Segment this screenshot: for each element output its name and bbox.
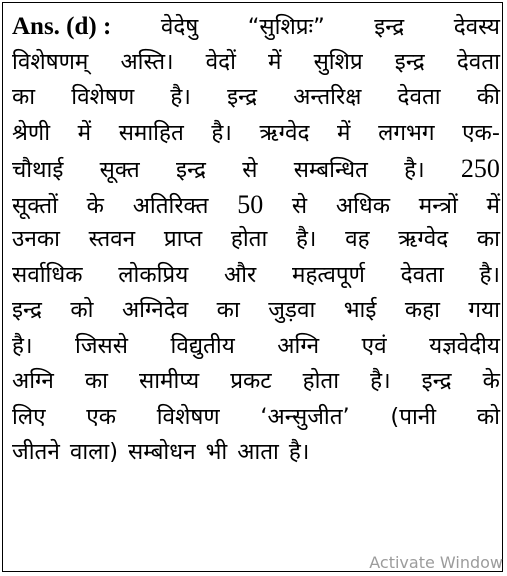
word: को <box>476 403 500 430</box>
word: वेदेषु <box>160 14 199 40</box>
text-line <box>12 329 500 365</box>
word: सूक्तों <box>12 192 58 219</box>
activation-watermark: Activate Window <box>369 553 503 572</box>
word: विशेषण <box>156 403 220 430</box>
text-line <box>12 151 500 187</box>
word: है। <box>370 368 391 394</box>
word: जीतने <box>12 439 60 465</box>
word: लगभग <box>378 119 435 146</box>
text-line <box>12 80 500 116</box>
word: देवता <box>397 84 441 110</box>
text-line <box>12 9 500 45</box>
word: “सुशिप्रः” <box>247 14 325 40</box>
word: का <box>12 84 36 110</box>
word: वेदों <box>205 48 236 75</box>
text-line <box>12 45 500 81</box>
word: इन्द्र <box>227 84 258 110</box>
word: इन्द्र <box>12 297 42 323</box>
word: भी <box>205 439 228 465</box>
word: उनका <box>12 226 60 252</box>
text-line <box>12 187 500 223</box>
word: स्तवन <box>88 226 136 252</box>
word: अग्निदेव <box>121 297 189 323</box>
word: सूक्त <box>99 157 140 183</box>
text-line <box>12 293 500 329</box>
word: है। <box>404 157 425 183</box>
word: में <box>337 119 351 146</box>
word: अग्नि <box>12 368 54 394</box>
word: और <box>224 261 257 288</box>
word: सर्वाधिक <box>12 261 83 288</box>
word: से <box>242 157 258 183</box>
word: को <box>70 297 94 323</box>
word: है। <box>12 332 33 359</box>
word: सुशिप्र <box>313 48 363 75</box>
word: के <box>482 368 500 394</box>
word: का <box>216 297 240 323</box>
word: एक <box>86 403 116 430</box>
word: में <box>77 119 92 146</box>
word: है। <box>479 261 500 288</box>
text-line <box>12 258 500 294</box>
number-50: 50 <box>237 189 264 219</box>
word: होता <box>230 226 268 252</box>
word: अग्नि <box>277 332 320 359</box>
word: जिससे <box>75 332 128 359</box>
word: का <box>84 368 108 394</box>
word: अधिक <box>335 192 391 219</box>
word: के <box>86 192 104 219</box>
word: वाला) <box>69 439 119 465</box>
word: वह <box>345 226 370 252</box>
word: इन्द्र <box>176 157 206 183</box>
word: देवस्य <box>453 14 500 40</box>
answer-text <box>12 9 500 471</box>
word: इन्द्र <box>394 48 425 75</box>
word: में <box>486 192 500 219</box>
word: आता <box>237 439 279 465</box>
text-line <box>12 400 500 436</box>
word: अन्तरिक्ष <box>293 84 362 110</box>
number-250: 250 <box>460 154 500 183</box>
answer-box <box>2 2 503 572</box>
text-line <box>12 435 500 471</box>
word: गया <box>468 297 500 323</box>
word: ऋग्वेद <box>259 119 310 146</box>
word: श्रेणी <box>12 119 51 146</box>
word: ऋग्वेद <box>398 226 449 252</box>
word: अतिरिक्त <box>132 192 209 219</box>
word: का <box>476 226 500 252</box>
word: इन्द्र <box>421 368 452 394</box>
word: से <box>291 192 308 219</box>
word: प्राप्त <box>163 226 203 252</box>
text-line <box>12 116 500 152</box>
word: प्रकट <box>230 368 272 394</box>
word: सामीप्य <box>139 368 200 394</box>
word: महत्वपूर्ण <box>291 261 365 288</box>
word: विशेषण <box>71 84 135 110</box>
word: विद्युतीय <box>170 332 235 359</box>
word: एवं <box>361 332 387 359</box>
word: यज्ञवेदीय <box>429 332 500 359</box>
word: होता <box>302 368 340 394</box>
word: सम्बन्धित <box>293 157 368 183</box>
word: है। <box>288 439 310 465</box>
word: लिए <box>12 403 46 430</box>
answer-label: Ans. (d) : <box>12 13 112 40</box>
word: एक- <box>462 119 500 146</box>
word: की <box>476 84 500 110</box>
word: में <box>268 48 282 75</box>
word: देवता <box>400 261 444 288</box>
word: विशेषणम् <box>12 48 89 75</box>
word: है। <box>211 119 232 146</box>
text-line <box>12 364 500 400</box>
word: चौथाई <box>12 157 64 183</box>
word: सम्बोधन <box>128 439 196 465</box>
word: अस्ति। <box>120 48 174 75</box>
word: है। <box>295 226 317 252</box>
word: (पानी <box>390 403 437 430</box>
text-line <box>12 222 500 258</box>
word: ‘अन्सुजीत’ <box>260 403 350 430</box>
word: है। <box>170 84 191 110</box>
word: भाई <box>343 297 377 323</box>
word: देवता <box>456 48 500 75</box>
word: जुड़वा <box>268 297 316 323</box>
word: समाहित <box>118 119 184 146</box>
word: इन्द्र <box>374 14 405 40</box>
word: लोकप्रिय <box>118 261 189 288</box>
word: मन्त्रों <box>418 192 458 219</box>
word: कहा <box>404 297 440 323</box>
